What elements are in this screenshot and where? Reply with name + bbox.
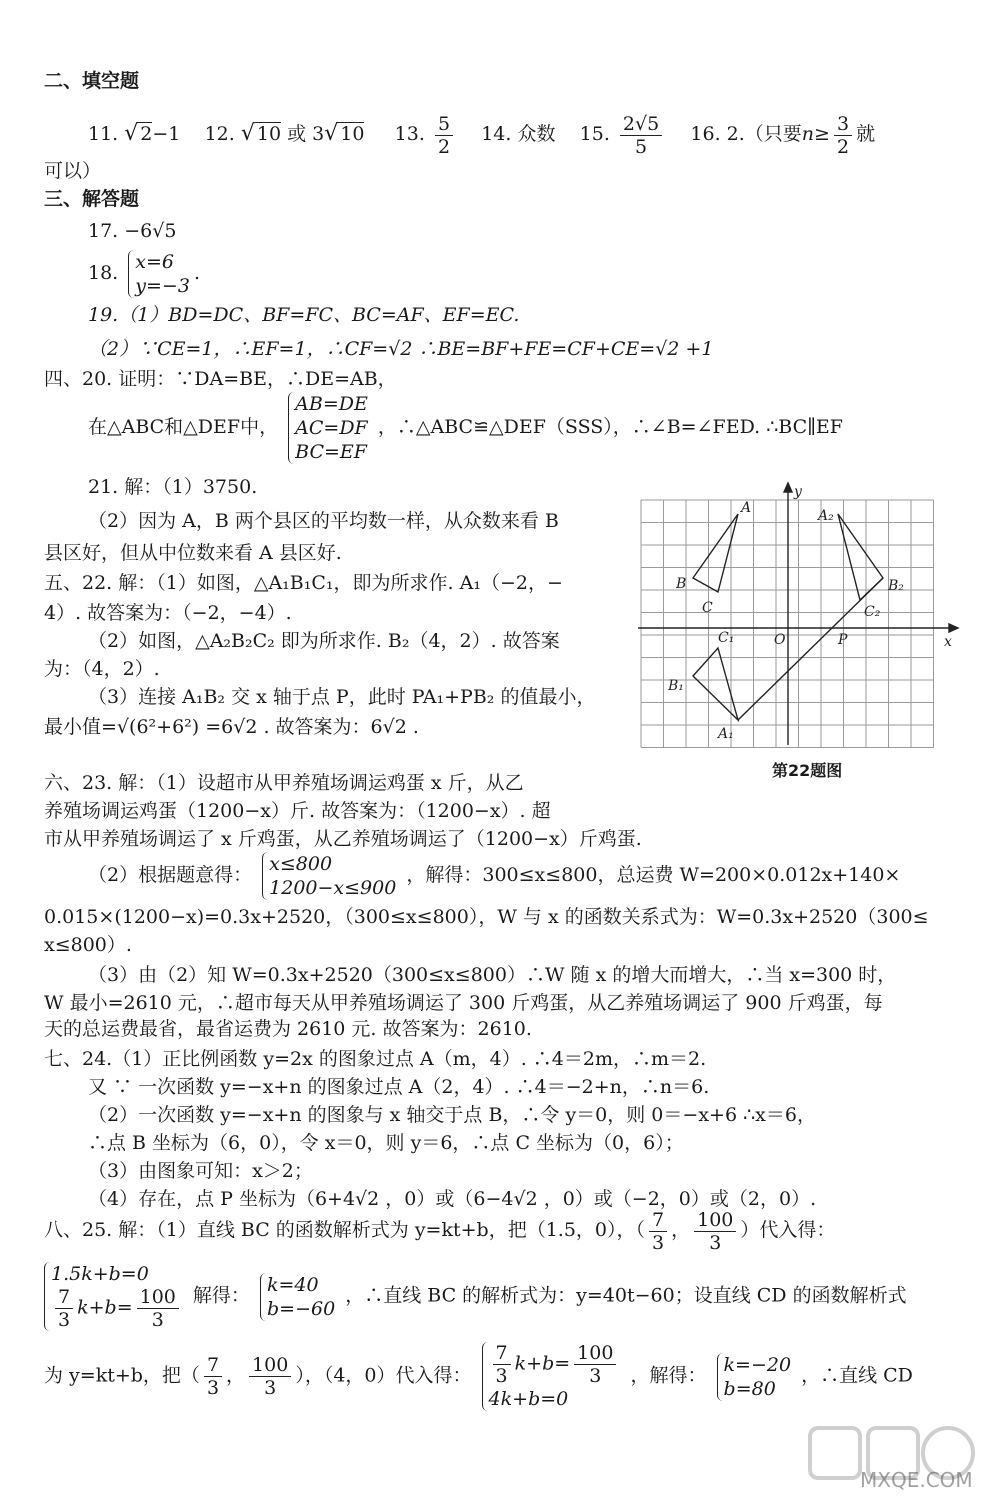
answer-23-line4: （2）根据题意得： x≤800 1200−x≤900 ，解得：300≤x≤800，总运费 W=200×0.012x+140×: [88, 853, 901, 899]
answer-22-line3: （2）如图，△A₂B₂C₂ 即为所求作. B₂（4，2）. 故答案: [88, 630, 560, 652]
answer-23-line9: 天的总运费最省，最省运费为 2610 元. 故答案为：2610.: [44, 1018, 532, 1040]
bc-solution-brace: k=40 b=−60: [260, 1273, 335, 1321]
answer-24-line3: （2）一次函数 y=−x+n 的图象与 x 轴交于点 B，∴令 y＝0，则 0＝−x+6 ∴x＝6，: [88, 1104, 816, 1126]
answer-24-line4: ∴点 B 坐标为（6，0），令 x＝0，则 y＝6，∴点 C 坐标为（0，6）；: [88, 1132, 684, 1154]
answer-19-part2: （2）∵CE=1，∴EF=1，∴CF=√2 ∴BE=BF+FE=CF+CE=√2 +1: [88, 338, 714, 360]
label-B1: B₁: [668, 678, 684, 694]
answer-22-line5: （3）连接 A₁B₂ 交 x 轴于点 P，此时 PA₁+PB₂ 的值最小，: [88, 686, 596, 708]
fill-blank-continuation: 可以）: [44, 160, 102, 182]
triangle-a2b2c2: [838, 514, 883, 600]
fraction-3-2: $\frac{3}{2}$: [834, 113, 852, 158]
inequality-brace: x≤800 1200−x≤900: [262, 852, 396, 900]
answer-23-line1: 六、23. 解：（1）设超市从甲养殖场调运鸡蛋 x 斤，从乙: [44, 772, 524, 794]
answer-22-line4: 为：（4，2）.: [44, 658, 160, 680]
bc-system-brace: 1.5k+b=0 $\frac{7}{3}$ k+b= $\frac{100}{3}$: [44, 1262, 183, 1331]
label-A2: A₂: [818, 508, 834, 524]
answer-22-line1: 五、22. 解：（1）如图，△A₁B₁C₁，即为所求作. A₁（−2，−: [44, 572, 563, 594]
answer-25-line1: 八、25. 解：（1）直线 BC 的函数解析式为 y=kt+b，把（1.5，0），（ $\frac{7}{3}$ ， $\frac{100}{3}$ ）代入得：: [44, 1208, 836, 1254]
answer-21-line1: 21. 解：（1）3750.: [88, 476, 258, 498]
answer-23-line8: W 最小=2610 元，∴超市每天从甲养殖场调运了 300 斤鸡蛋，从乙养殖场调运了 900 斤鸡蛋，每: [44, 992, 883, 1014]
answer-20-line2: 在△ABC和△DEF中， AB=DE AC=DF BC=EF ，∴△ABC≌△DEF（SSS），∴∠B=∠FED. ∴BC∥EF: [88, 393, 843, 463]
label-B: B: [676, 576, 687, 592]
label-C2: C₂: [864, 604, 881, 620]
answer-24-line6: （4）存在，点 P 坐标为（6+4√2 ，0）或（6−4√2 ，0）或（−2，0）或（2，0）.: [88, 1188, 817, 1210]
label-x: x: [944, 634, 952, 650]
answer-19-part1: 19.（1）BD=DC、BF=FC、BC=AF、EF=EC.: [88, 304, 520, 326]
label-B2: B₂: [888, 578, 904, 594]
answer-24-line5: （3）由图象可知：x＞2；: [88, 1160, 313, 1182]
label-O: O: [774, 632, 786, 648]
figure-caption: 第22题图: [772, 761, 843, 780]
label-C1: C₁: [718, 630, 735, 646]
answer-20-line1: 四、20. 证明：∵DA=BE，∴DE=AB，: [44, 368, 397, 390]
cd-system-brace: $\frac{7}{3}$ k+b= $\frac{100}{3}$ 4k+b=0: [482, 1342, 621, 1411]
answer-22-line6: 最小值=√(6²+6²) =6√2 . 故答案为：6√2 .: [44, 716, 419, 738]
answer-23-line2: 养殖场调运鸡蛋（1200−x）斤. 故答案为：（1200−x）. 超: [44, 800, 551, 822]
answer-21-line3: 县区好，但从中位数来看 A 县区好.: [44, 542, 342, 564]
answer-25-line3: 为 y=kt+b，把（ $\frac{7}{3}$ ， $\frac{100}{3}$ ），（4，0）代入得： $\frac{7}{3}$ k+b= $\frac{100}{3}$ 4k+b=0 ，解得： k=−20 b=80 ，∴直线 CD: [44, 1342, 913, 1410]
answer-23-line7: （3）由（2）知 W=0.3x+2520（300≤x≤800）∴W 随 x 的增大而增大，∴当 x=300 时，: [88, 964, 897, 986]
answer-18: 18. x=6 y=−3 .: [88, 251, 200, 297]
congruence-brace: AB=DE AC=DF BC=EF: [288, 392, 368, 464]
fraction-7-3: $\frac{7}{3}$: [649, 1209, 667, 1254]
answer-23-line3: 市从甲养殖场调运了 x 斤鸡蛋，从乙养殖场调运了（1200−x）斤鸡蛋.: [44, 828, 642, 850]
answer-17: 17. −6√5: [88, 220, 177, 242]
label-P: P: [838, 632, 848, 648]
section-answer-title: 三、解答题: [44, 188, 140, 210]
fill-blank-answers: 11. √ 2−1 12. √ 10 或 3√ 10 13. $\frac{5}{2}$ 14. 众数 15. $\frac{2√5}{5}$ 16. 2.（只要n≥ $\frac{3}{2}$ 就: [88, 112, 876, 158]
coordinate-grid-figure: [638, 480, 968, 750]
fraction-5-2: $\frac{5}{2}$: [435, 113, 453, 158]
section-fill-blank-title: 二、填空题: [44, 70, 140, 92]
answer-22-line2: 4）. 故答案为：（−2，−4）.: [44, 602, 292, 624]
answer-21-line2: （2）因为 A，B 两个县区的平均数一样，从众数来看 B: [88, 510, 559, 532]
x-axis-arrow: [949, 624, 958, 632]
watermark-text: MXQE.COM: [860, 1468, 973, 1492]
answer-23-line5: 0.015×(1200−x)=0.3x+2520，（300≤x≤800），W 与 x 的函数关系式为：W=0.3x+2520（300≤: [44, 906, 929, 928]
cd-solution-brace: k=−20 b=80: [717, 1353, 792, 1401]
answer-24-line1: 七、24.（1）正比例函数 y=2x 的图象过点 A（m，4）. ∴4＝2m，∴m＝2.: [44, 1048, 707, 1070]
fraction-2sqrt5-5: $\frac{2√5}{5}$: [620, 113, 662, 158]
system-brace: x=6 y=−3: [128, 250, 190, 298]
answer-23-line6: x≤800）.: [44, 934, 132, 956]
grid-lines: [641, 500, 934, 748]
label-y: y: [794, 484, 802, 500]
answer-25-line2: 1.5k+b=0 $\frac{7}{3}$ k+b= $\frac{100}{3}$ 解得： k=40 b=−60 ，∴直线 BC 的解析式为：y=40t−60；设直线 CD 的函数解析式: [44, 1262, 907, 1331]
label-C: C: [702, 600, 713, 616]
answer-24-line2: 又 ∵ 一次函数 y=−x+n 的图象过点 A（2，4）. ∴4＝−2+n，∴n＝6.: [88, 1076, 710, 1098]
label-A: A: [741, 500, 752, 516]
y-axis-arrow: [784, 483, 792, 492]
label-A1: A₁: [718, 726, 734, 742]
segment-a1-b2: [738, 578, 883, 720]
fraction-100-3: $\frac{100}{3}$: [694, 1209, 736, 1254]
